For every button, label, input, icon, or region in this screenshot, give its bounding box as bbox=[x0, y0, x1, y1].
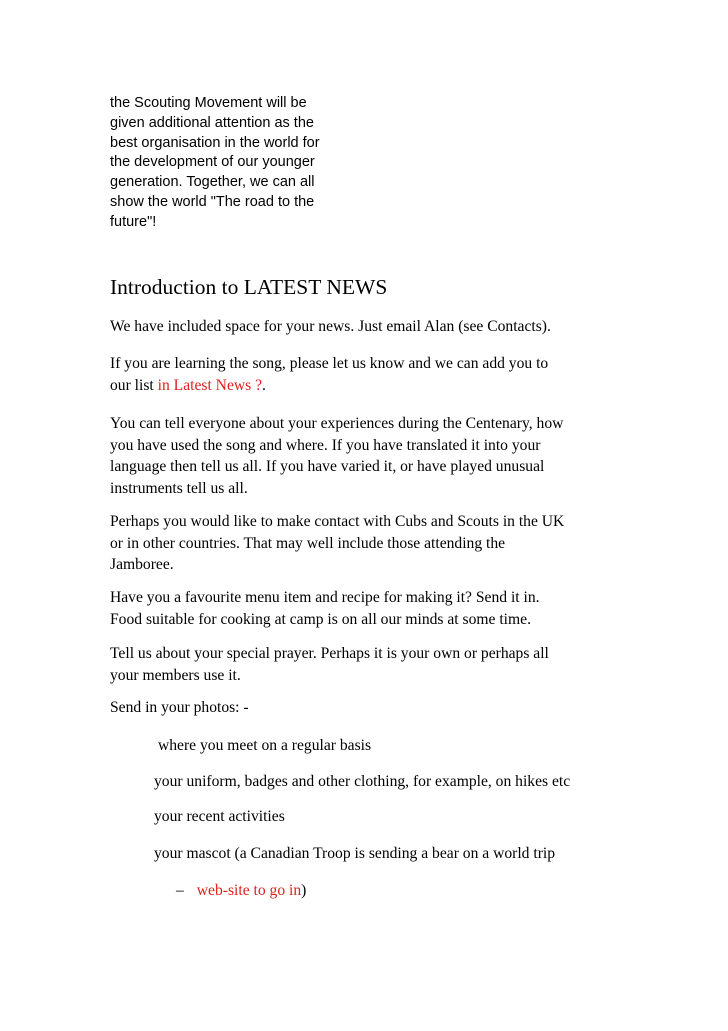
intro-line: best organisation in the world for bbox=[110, 134, 320, 151]
paragraph-line: We have included space for your news. Just email Alan (see Contacts). bbox=[110, 318, 551, 335]
intro-line: generation. Together, we can all bbox=[110, 174, 315, 191]
paragraph-prayer bbox=[110, 643, 630, 686]
intro-line: future"! bbox=[110, 213, 157, 230]
dash-marker: – bbox=[176, 882, 184, 899]
paragraph-line: If you are learning the song, please let us know and we can add you to bbox=[110, 355, 549, 372]
photo-item: your mascot (a Canadian Troop is sending a bear on a world trip bbox=[154, 845, 556, 862]
paragraph-line: instruments tell us all. bbox=[110, 479, 248, 497]
paragraph-line: Food suitable for cooking at camp is on all our minds at some time. bbox=[110, 610, 531, 628]
sub-item-suffix: ) bbox=[301, 882, 307, 899]
intro-line: given additional attention as the bbox=[110, 114, 314, 131]
paragraph-line: language then tell us all. If you have varied it, or have played unusual bbox=[110, 458, 545, 475]
paragraph-line: or in other countries. That may well include those attending the bbox=[110, 534, 506, 552]
paragraph-line: Jamboree. bbox=[110, 556, 174, 573]
intro-column bbox=[110, 94, 350, 233]
paragraph-recipe bbox=[110, 587, 630, 630]
website-link[interactable]: web-site to go in bbox=[196, 882, 302, 899]
paragraph-line: Perhaps you would like to make contact with Cubs and Scouts in the UK bbox=[110, 513, 565, 530]
photo-item: your uniform, badges and other clothing, for example, on hikes etc bbox=[154, 773, 571, 790]
paragraph-news-space bbox=[110, 316, 630, 338]
intro-line: the Scouting Movement will be bbox=[110, 95, 307, 111]
paragraph-line: Tell us about your special prayer. Perhaps it is your own or perhaps all bbox=[110, 645, 549, 662]
sub-item bbox=[176, 880, 306, 902]
paragraph-line: your members use it. bbox=[110, 666, 241, 684]
paragraph-text: . bbox=[262, 376, 266, 394]
paragraph-experiences bbox=[110, 413, 630, 499]
intro-line: show the world "The road to the bbox=[110, 193, 315, 210]
paragraph-line: you have used the song and where. If you have translated it into your bbox=[110, 436, 541, 454]
paragraph-contact bbox=[110, 511, 630, 576]
paragraph-song bbox=[110, 353, 630, 396]
paragraph-line bbox=[110, 375, 630, 397]
section-heading: Introduction to LATEST NEWS bbox=[110, 275, 388, 299]
paragraph-text: our list bbox=[110, 376, 158, 394]
paragraph-photos bbox=[110, 697, 630, 719]
photo-item: your recent activities bbox=[154, 808, 285, 825]
paragraph-line: Have you a favourite menu item and recipe for making it? Send it in. bbox=[110, 589, 540, 606]
intro-line: the development of our younger bbox=[110, 154, 315, 171]
photo-item: where you meet on a regular basis bbox=[158, 737, 372, 754]
paragraph-line: Send in your photos: - bbox=[110, 699, 249, 716]
paragraph-line: You can tell everyone about your experiences during the Centenary, how bbox=[110, 415, 564, 432]
latest-news-link[interactable]: in Latest News ? bbox=[157, 376, 263, 394]
